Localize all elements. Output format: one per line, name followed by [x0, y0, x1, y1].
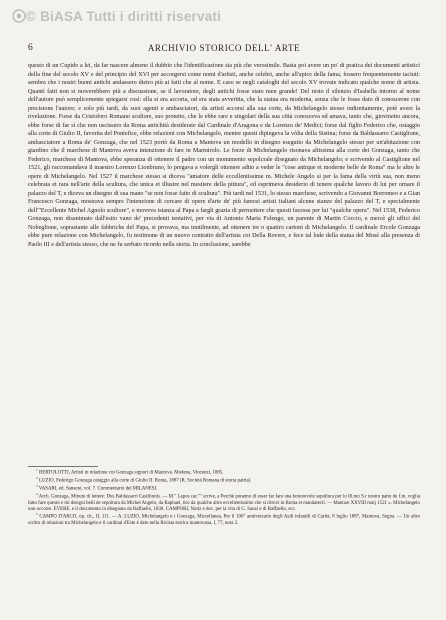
footnote: $^2$ LUZIO, Federigo Gonzaga ostaggio alla corte di Giulio II. Roma, 1887 (R. Società Romana di storia patria).	[36, 476, 252, 484]
running-header	[28, 43, 420, 57]
footnote: $^4$ Arch. Gonzaga, Minute di lettere: Dus Baldassarri Castilionis. — M." Lapos car."" scrive, a Perchè ponemo di esser far fare una honorevole sepoltura per lo Ill.mo S.r nostro patre de f.m. voglia fatto fare questo e mi designi belli de sepoltura da Michel Angelo, da Raphael, tiro da qualche altro eccellentissimo che si ritrovi in Roma et mandatecil. — Mantuæ XXVIII maij 1521 ». Michelangelo non occorre. EVERE. e il documento in disegnato da Raffaello, 1838. CAMPORI, Notiz e doc. per la vita di G. Sanzi e di Raffaello, ecc.	[28, 492, 421, 513]
footnote: $^1$ BERTOLOTTI, Artisti in relazione coi Gonzaga signori di Mantova. Modena, Vincenzi, 1885.	[36, 468, 224, 476]
footnote-divider	[28, 466, 98, 467]
body-text	[28, 62, 420, 249]
running-title: ARCHIVIO STORICO DELL' ARTE	[147, 43, 301, 53]
body-paragraph: questo di un Cupido a lei, da far nascere almeno il dubbio che l'identificazione sia più che verosimile. Basta poi avere un po' di pratica dei documenti artistici della fine del secolo XV e del principio del XVI per accorgersi come nomi d'artisti, anche celebri, anche all'apice della fama, fossero frequentemente taciuti: sembra che i nostri buoni antichi andassero dietro più ai fatti che al nome. E caso se negli cataloghi del secolo XV trovate indicato qualche nome di artista. Quanti fatti non si moverebbero più a discussione, se il lavoratore, degli antichi fosse stato men grande! Del resto il silenzio d'Isabella intorno al nome dell'autore può semplicemente spiegarsi così: ella si era accorta, od era stata avvertita, che la statua era moderna, senza che le fosse dato di conoscerne con precisione l'autore; e solo più tardi, da suoi agenti e ambasciatori, da artisti accorsi alla sua corte, da Michelangelo stesso indirettamente, potè avere la rivelazione. Forse da Cristoforo Romano scultore, suo protetto, che le ebbe rare e singolari della sua città conosceva ed amava, tanto che, giovinetto ancora, ebbe forse di far sì che non uscissero da Roma antichità desiderate dal Cardinale d'Aragona e da Lorenzo de' Medici; forse dal figlio Federico che, ostaggio alla corte di Giulio II, favorita del Pontefice, ebbe relazioni con Michelangelo, mentre questi dipingeva la vòlta della Sistina; forse da Baldassarre Castiglione, ambasciatore a Roma de' Gonzaga, che nel 1523 portò da Roma a Mantova un modello in disegno eseguito da Michelangelo stesso per un'abitazione con giardino che il marchese di Mantova aveva intenzione di fare in Marmirolo. Le forze di Michelangelo risonava altissima alla corte dei Gonzaga, tanto che Federico, marchese di Mantova, ebbe speranza di ottenere il padre con un monumento sepolcrale disegnato da Michelangelo; e scrivendo al Castiglione nel 1521, gli raccomandava il maestro Lorenzo Lionbruno, lo pregava a volergli ottenere adito a veder le "cose antique et moderne belle de Roma" ma le altre le opere di Michelangelo. Nel 1527 il marchese stesso si diceva "amatore delle eccellentissime m. Michele Angelo si per la fama della virtù sua, non meno celebrata et rara nell'arte della scultura, che unica et illustre nel mestiere della pittura", ed esprimeva desiderio di tenere qualche lavoro di lui per ornare il palazzo del T, e diceva un disegno di sua mano "se non fosse fatto di scultura". Più tardi nel 1531, lo stesso marchese, scrivendo a Giovanni Borromeo e a Gian Francesco Gonzaga, mostrava sempre l'intenzione di cercare di opere d'arte de' più famosi artisti italiani alcune stanze del palazzo del T, e specialmente dell'"Eccellente Michel Agnolo scultore", e moveva istanza al Papa a fargli grazia di permettere che questi facesse per lui "qualche opera". Nel 1538, Federico Gonzaga, non disanimato dall'esito vano de' precedenti tentativi, per via di Antonio Maria Folengo, un parente di Martin Coccio, e mercè gli uffici del Nobeglione, soprastante alle fabbriche del Papa, si provava, ma inutilmente, ad ottenere tre o quattro cartoni di Michelangelo. Il cardinale Ercole Gonzaga ebbe pure relazione con Michelangelo, fu testimone di un nuovo contratto dell'artista coi Della Rovere, e fece tal lode della statua del Mosè alla presenza di Paolo III e dell'artista stesso, che ne fu serbato ricordo nella storia. In conclusione, sarebbe	[28, 63, 420, 248]
biasa-logo-icon	[12, 9, 26, 23]
footnote: $^5$ CAMPO D'ARCO, op. cit., II, 111. — A. LUZIO, Michelangelo e i Gonzaga, Miscellanea, Per il 100° anniversario degli Asili infantili di Carità, 8 luglio 1887, Mantova, Segna. — Un altro scritto di relazioni tra Michelangelo e il cardinal d'Este è dato nella Rivista storica mantovana, I, 77, nota 2.	[28, 512, 420, 527]
footnotes	[28, 470, 420, 529]
footnote: $^3$ VASARI, ed. Sansoni, vol. 7. Commentario del MILANESI.	[36, 484, 158, 492]
watermark-text: © BiASA Tutti i diritti riservati	[26, 9, 222, 24]
page-number: 6	[28, 43, 34, 53]
